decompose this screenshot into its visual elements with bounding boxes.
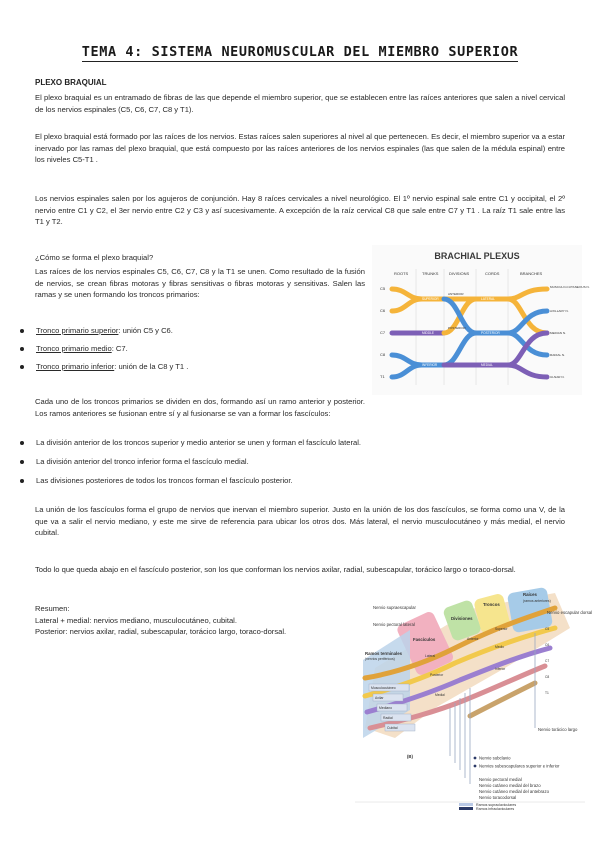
trunk-item: Tronco primario inferior: unión de la C8 y T1 . xyxy=(20,361,188,373)
posterior-paragraph: Todo lo que queda abajo en el fascículo posterior, son los que conforman los nervios axilar, radial, subescapular, torácico largo o toraco-dorsal. xyxy=(35,565,516,574)
summary-title: Resumen: xyxy=(35,604,70,613)
figure-letter: (B) xyxy=(407,754,413,759)
question: ¿Cómo se forma el plexo braquial? xyxy=(35,253,154,262)
col-branches: BRANCHES xyxy=(520,271,543,276)
cord-medial: MEDIAL xyxy=(481,363,493,367)
label-ramos-terminales: Ramos terminales xyxy=(365,651,403,656)
col-roots: ROOTS xyxy=(394,271,409,276)
label-medio: Medio xyxy=(495,645,504,649)
label-superior: Superior xyxy=(495,627,508,631)
root-c6: C6 xyxy=(380,308,386,313)
col-cords: CORDS xyxy=(485,271,500,276)
branch-median: MEDIAN N. xyxy=(550,331,566,335)
label-troncos: Troncos xyxy=(483,602,500,607)
label-pectoral-lateral: Nervio pectoral lateral xyxy=(373,622,415,627)
branch-ulnar: ULNAR N. xyxy=(550,375,565,379)
label-musculocutaneo: Musculocutáneo xyxy=(371,686,396,690)
label-toracodorsal: Nervio toracodorsal xyxy=(479,795,517,800)
division-posterior: POSTERIOR xyxy=(448,326,466,330)
label-posterior: Posterior xyxy=(430,673,444,677)
col-trunks: TRUNKS xyxy=(422,271,439,276)
paragraph-2: El plexo braquial está formado por las raíces de los nervios. Estas raíces salen superiores al nivel al que pertenecen. Es decir, el miembro superior va a estar inervado por las ramas del plexo braquial, que está compuesto por las raíces anteriores de los nervios espinales (las que salen de la médula espinal) entre los niveles C5-T1 . xyxy=(35,132,565,165)
label-inferior: Inferior xyxy=(495,667,506,671)
trunk-item: Tronco primario medio: C7. xyxy=(20,343,128,355)
legend-swatch-infra xyxy=(459,807,473,810)
label-cutaneo-brazo: Nervio cutáneo medial del brazo xyxy=(479,783,541,788)
label-c6: C6 xyxy=(545,643,550,647)
label-mediano: Mediano xyxy=(379,706,393,710)
label-anterior: Anterior xyxy=(467,637,479,641)
summary-line-1: Lateral + medial: nervios mediano, musculocutáneo, cubital. xyxy=(35,615,237,625)
label-toracico-largo: Nervio torácico largo xyxy=(538,727,578,732)
fascicle-item: Las divisiones posteriores de todos los troncos forman el fascículo posterior. xyxy=(20,475,293,487)
bullet-icon xyxy=(20,365,24,369)
label-escapular-dorsal: Nervio escapular dorsal xyxy=(547,610,593,615)
label-t1: T1 xyxy=(545,691,549,695)
legend-supraclaviculares: Ramos supraclaviculares xyxy=(476,803,517,807)
page-title: TEMA 4: SISTEMA NEUROMUSCULAR DEL MIEMBRO SUPERIOR xyxy=(81,44,519,60)
question-paragraph: Las raíces de los nervios espinales C5, C6, C7, C8 y la T1 se unen. Como resultado de la fusión de nervios, se crean fibras motoras y fibras sensitivas o fibras motoras y sensitivas. Salen las ramas y se unen formando los troncos primarios: xyxy=(35,267,365,300)
bullet-icon xyxy=(20,460,24,464)
root-c5: C5 xyxy=(380,286,386,291)
cord-posterior: POSTERIOR xyxy=(481,331,500,335)
summary xyxy=(35,603,335,638)
root-c8: C8 xyxy=(380,352,386,357)
label-cutaneo-antebrazo: Nervio cutáneo medial del antebrazo xyxy=(479,789,549,794)
legend-infraclaviculares: Ramos infraclaviculares xyxy=(476,807,515,811)
brachial-plexus-figure xyxy=(372,245,590,395)
label-c5: C5 xyxy=(545,627,550,631)
label-radial: Radial xyxy=(383,716,393,720)
label-supraescapular: Nervio supraescapular xyxy=(373,605,416,610)
paragraph-1: El plexo braquial es un entramado de fibras de las que depende el miembro superior, que se establecen entre las raíces anteriores que salen a nivel cervical de los nervios espinales (C5, C6, C7, C8 y T1). xyxy=(35,93,565,114)
label-cubital: Cubital xyxy=(387,726,398,730)
label-c7: C7 xyxy=(545,659,550,663)
branch-musculocutaneous: MUSCULO-CUTANEOUS N. xyxy=(550,285,590,289)
bullet-icon xyxy=(20,347,24,351)
col-divisions: DIVISIONS xyxy=(449,271,470,276)
paragraph-3: Los nervios espinales salen por los agujeros de conjunción. Hay 8 raíces cervicales a nivel neurológico. El 1º nervio espinal sale entre C1 y occipital, el 2º nervio entre C1 y C2, el 3er nervio entre C2 y C3 y así sucesivamente. A excepción de la raíz cervical C8 que sale entre C7 y T1 . La raíz T1 sale entre las T1 y T2. xyxy=(35,194,565,227)
section-heading: PLEXO BRAQUIAL xyxy=(35,78,107,87)
label-fasciculos: Fascículos xyxy=(413,637,436,642)
summary-line-2: Posterior: nervios axilar, radial, subescapular, torácico largo, toraco-dorsal. xyxy=(35,627,287,637)
union-paragraph: La unión de los fascículos forma el grupo de nervios que inervan el miembro superior. Justo en la unión de los dos fascículos, se forma como una V, de la que va a salir el nervio mediano, y este me sirve de referencia para ubicar los otros dos. Más lateral, el nervio musculocutáneo y más medial, el nervio cubital. xyxy=(35,505,565,538)
legend-swatch-supra xyxy=(459,803,473,806)
label-subclavio: Nervio subclavio xyxy=(479,755,511,761)
fascicle-item: La división anterior de los troncos superior y medio anterior se unen y forman el fascículo lateral. xyxy=(20,437,361,449)
label-axilar: Axilar xyxy=(375,696,384,700)
label-subescapulares: Nervios subescapulares superior e inferior xyxy=(479,763,560,769)
label-pectoral-medial: Nervio pectoral medial xyxy=(479,777,522,782)
anatomy-figure xyxy=(355,588,593,811)
label-divisiones: Divisiones xyxy=(451,616,473,621)
trunk-middle: MIDDLE xyxy=(422,331,435,335)
label-raices: Raíces xyxy=(523,592,537,597)
root-t1: T1 xyxy=(380,374,385,379)
bullet-icon xyxy=(20,441,24,445)
label-ramos-terminales-sub: (nervios periféricos) xyxy=(365,657,395,661)
cord-lateral: LATERAL xyxy=(481,297,495,301)
fascicle-item: La división anterior del tronco inferior forma el fascículo medial. xyxy=(20,456,249,468)
trunk-inferior: INFERIOR xyxy=(422,363,438,367)
label-medial: Medial xyxy=(435,693,445,697)
fig-title: BRACHIAL PLEXUS xyxy=(434,251,520,261)
label-c8: C8 xyxy=(545,675,550,679)
division-anterior: ANTERIOR xyxy=(448,292,464,296)
branch-radial: RADIAL N. xyxy=(550,353,566,357)
trunk-item: Tronco primario superior: unión C5 y C6. xyxy=(20,325,173,337)
branch-axillary: AXILLARY N. xyxy=(550,309,569,313)
label-raices-sub: (ramos anteriores) xyxy=(523,599,551,603)
divisions-paragraph: Cada uno de los troncos primarios se dividen en dos, formando así un ramo anterior y posterior. Los ramos anteriores se fusionan entre sí y al fusionarse se van a formar los fascículos: xyxy=(35,397,365,418)
label-lateral: Lateral xyxy=(425,654,436,658)
trunk-superior: SUPERIOR xyxy=(422,297,439,301)
root-c7: C7 xyxy=(380,330,386,335)
bullet-icon xyxy=(20,329,24,333)
bullet-icon xyxy=(20,479,24,483)
